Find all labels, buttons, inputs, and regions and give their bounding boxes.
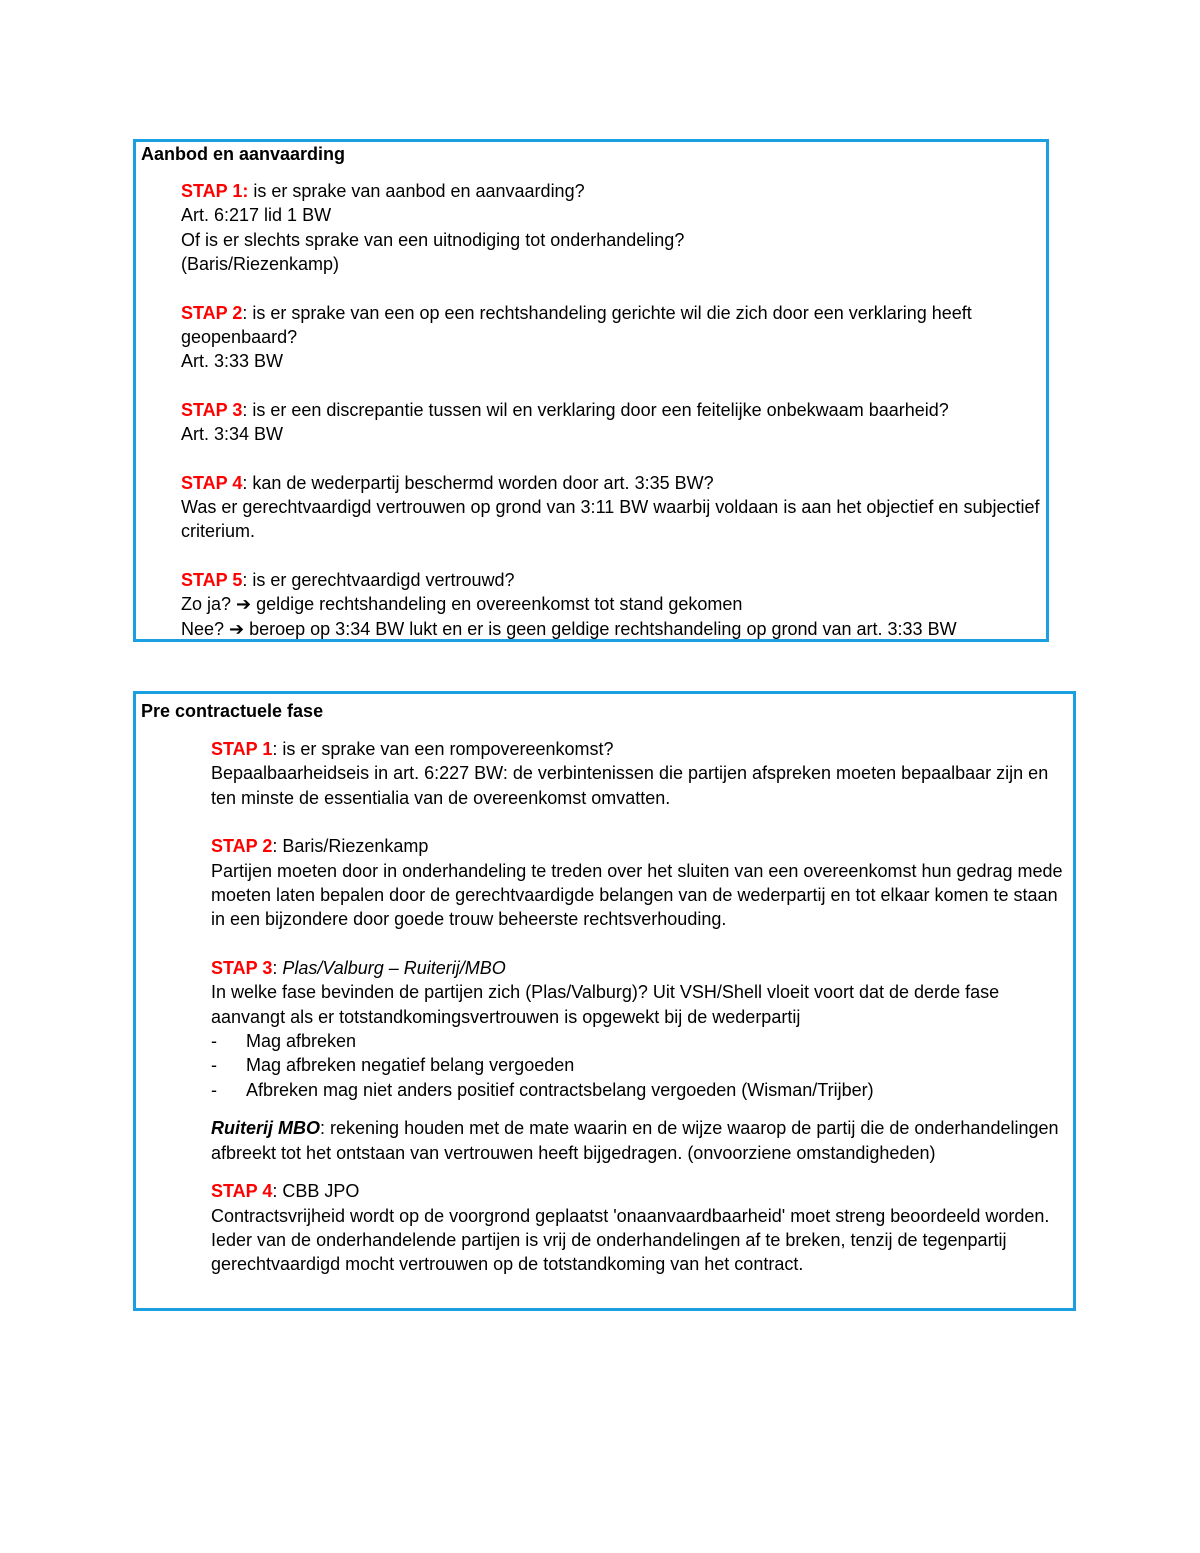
step-1: [181, 179, 1051, 277]
step-2: [181, 301, 1051, 374]
step-heading: : is er een discrepantie tussen wil en verklaring door een feitelijke onbekwaam baarheid?: [242, 399, 949, 420]
list-item: - Afbreken mag niet anders positief contractsbelang vergoeden (Wisman/Trijber): [211, 1078, 1071, 1102]
options-list: [211, 1029, 1071, 1102]
step-line: Nee? ➔ beroep op 3:34 BW lukt en er is geen geldige rechtshandeling op grond van art. 3:33 BW: [181, 618, 957, 639]
stap-label: STAP 3: [181, 399, 243, 420]
box-title: Pre contractuele fase: [141, 701, 324, 721]
box-content: [181, 179, 1051, 641]
step-line: Art. 3:33 BW: [181, 351, 284, 372]
list-item: - Mag afbreken negatief belang vergoeden: [211, 1053, 1071, 1077]
step-heading: : CBB JPO: [272, 1181, 360, 1202]
stap-label: STAP 3: [211, 957, 273, 978]
step-line: (Baris/Riezenkamp): [181, 254, 340, 275]
stap-label: STAP 2: [211, 836, 273, 857]
stap-label: STAP 4: [181, 472, 243, 493]
step-heading: : Baris/Riezenkamp: [272, 836, 429, 857]
list-item: - Mag afbreken: [211, 1029, 1071, 1053]
step-4: [181, 471, 1051, 544]
step-heading: : kan de wederpartij beschermd worden door art. 3:35 BW?: [242, 472, 714, 493]
step-text: Bepaalbaarheidseis in art. 6:227 BW: de verbintenissen die partijen afspreken moeten bepaalbaar zijn en ten minste de essentialia van de overeenkomst omvatten.: [211, 763, 1049, 808]
step-line: Of is er slechts sprake van een uitnodiging tot onderhandeling?: [181, 229, 685, 250]
step-heading: : is er sprake van een op een rechtshandeling gerichte wil die zich door een verklaring heeft geopenbaard?: [181, 302, 972, 348]
step-2: [211, 834, 1071, 932]
stap-label: STAP 1: [211, 739, 273, 759]
dash-bullet: -: [211, 1079, 217, 1100]
step-heading: : is er sprake van een rompovereenkomst?: [272, 739, 614, 759]
step-line: Art. 3:34 BW: [181, 424, 284, 445]
step-3: [211, 956, 1071, 1102]
box-content: [211, 737, 1071, 1301]
step-5: [181, 568, 1051, 641]
step-text: In welke fase bevinden de partijen zich (Plas/Valburg)? Uit VSH/Shell vloeit voort dat de derde fase aanvangt als er totstandkomingsvertrouwen is opgewekt bij de wederpartij: [211, 982, 1000, 1027]
stap-label: STAP 2: [181, 302, 243, 323]
dash-bullet: -: [211, 1055, 217, 1076]
step-3: [181, 398, 1051, 447]
step-heading: Plas/Valburg – Ruiterij/MBO: [282, 957, 506, 978]
stap-label: STAP 1:: [181, 181, 249, 201]
step-line: Zo ja? ➔ geldige rechtshandeling en overeenkomst tot stand gekomen: [181, 594, 743, 615]
case-label: Ruiterij MBO: [211, 1118, 321, 1139]
step-heading: : is er gerechtvaardigd vertrouwd?: [242, 569, 515, 590]
stap-label: STAP 5: [181, 569, 243, 590]
step-4: [211, 1179, 1071, 1277]
step-heading: is er sprake van aanbod en aanvaarding?: [248, 181, 585, 201]
step-1: [211, 737, 1071, 810]
ruiterij-mbo-note: [211, 1116, 1071, 1165]
step-line: Art. 6:217 lid 1 BW: [181, 205, 332, 226]
box-title: Aanbod en aanvaarding: [141, 144, 346, 164]
aanbod-aanvaarding-box: [133, 139, 1049, 642]
dash-bullet: -: [211, 1031, 217, 1052]
step-text: Partijen moeten door in onderhandeling te treden over het sluiten van een overeenkomst hun gedrag mede moeten laten bepalen door de gerechtvaardigde belangen van de wederpartij en tot elkaar komen te staan in een bijzondere door goede trouw beheerste rechtsverhouding.: [211, 860, 1063, 930]
step-line: Was er gerechtvaardigd vertrouwen op grond van 3:11 BW waarbij voldaan is aan het objectief en subjectief criterium.: [181, 497, 1040, 542]
case-text: : rekening houden met de mate waarin en de wijze waarop de partij die de onderhandelingen afbreekt tot het ontstaan van vertrouwen heeft bijgedragen. (onvoorziene omstandigheden): [211, 1118, 1059, 1163]
pre-contractuele-fase-box: [133, 691, 1076, 1311]
stap-label: STAP 4: [211, 1181, 273, 1202]
step-sep: :: [272, 957, 283, 978]
step-text: Contractsvrijheid wordt op de voorgrond geplaatst 'onaanvaardbaarheid' moet streng beoordeeld worden. Ieder van de onderhandelende partijen is vrij de onderhandelingen af te breken, tenzij de tegenpartij gerechtvaardigd mocht vertrouwen op de totstandkoming van het contract.: [211, 1205, 1050, 1275]
